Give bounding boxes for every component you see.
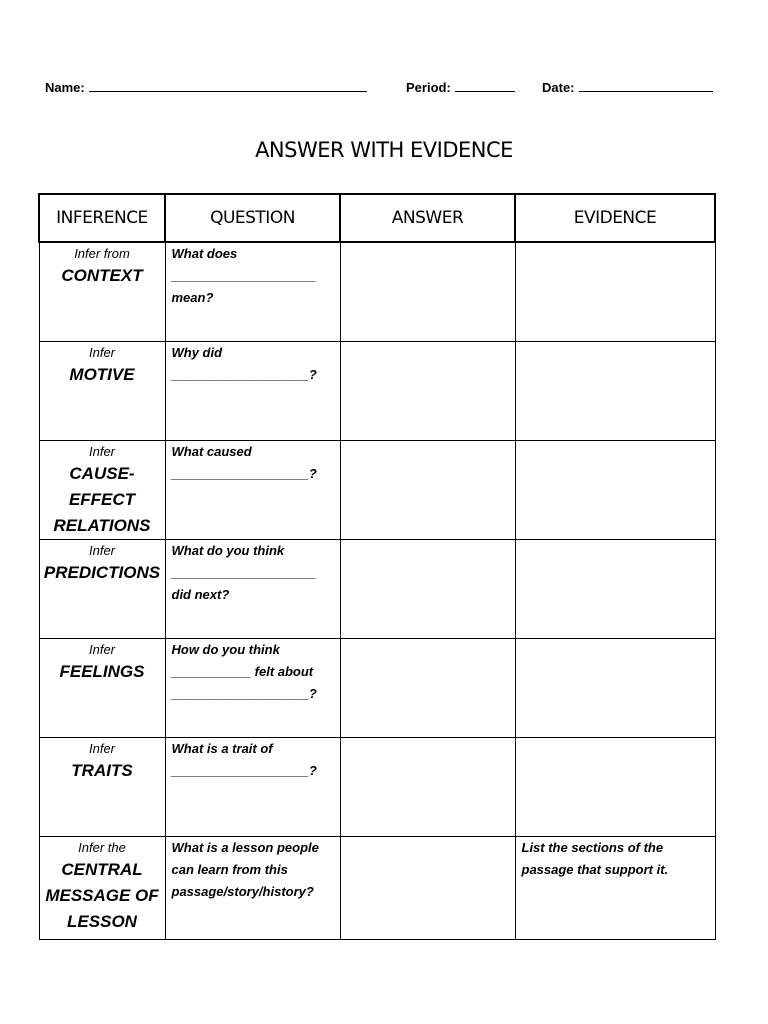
date-label: Date: <box>542 80 575 95</box>
period-field[interactable] <box>406 78 515 95</box>
question-cell <box>165 242 340 341</box>
table-body <box>39 242 715 939</box>
question-line: can learn from this <box>171 861 288 877</box>
inference-cell <box>39 440 165 539</box>
question-line: ___________ felt about <box>171 663 314 679</box>
question-cell <box>165 440 340 539</box>
question-line: ___________________? <box>171 366 317 382</box>
evidence-instruction: List the sections of the <box>521 839 664 855</box>
answer-cell[interactable] <box>340 341 515 440</box>
inference-subtitle: Infer <box>88 740 115 756</box>
question-line: What caused <box>171 443 252 459</box>
question-line: ___________________? <box>171 685 317 701</box>
column-header-answer: ANSWER <box>340 194 515 242</box>
answer-cell[interactable] <box>340 539 515 638</box>
question-line: What is a lesson people <box>171 839 319 855</box>
name-field[interactable] <box>45 78 367 95</box>
date-blank[interactable] <box>579 78 713 92</box>
name-blank[interactable] <box>89 78 367 92</box>
page-title: ANSWER WITH EVIDENCE <box>255 138 513 162</box>
inference-cell <box>39 341 165 440</box>
inference-title: TRAITS <box>71 760 133 780</box>
table-row <box>39 440 715 539</box>
question-line: What does <box>171 246 238 261</box>
evidence-cell[interactable] <box>515 638 715 737</box>
inference-title: RELATIONS <box>53 515 151 535</box>
name-label: Name: <box>45 80 85 95</box>
inference-title: CAUSE- <box>69 463 135 483</box>
question-line: passage/story/history? <box>171 883 314 899</box>
column-header-inference: INFERENCE <box>39 194 165 242</box>
question-cell <box>165 638 340 737</box>
inference-title: MOTIVE <box>69 364 135 384</box>
inference-title: PREDICTIONS <box>43 562 161 582</box>
evidence-cell[interactable] <box>515 737 715 836</box>
answer-cell[interactable] <box>340 638 515 737</box>
inference-cell <box>39 242 165 341</box>
period-blank[interactable] <box>455 78 515 92</box>
question-line: ___________________? <box>171 465 317 481</box>
evidence-cell[interactable] <box>515 539 715 638</box>
question-line: ___________________? <box>171 762 317 778</box>
inference-title: MESSAGE OF <box>45 885 159 905</box>
table-row <box>39 737 715 836</box>
inference-title: EFFECT <box>68 489 136 509</box>
table-row <box>39 638 715 737</box>
inference-subtitle: Infer <box>88 443 115 459</box>
question-cell <box>165 539 340 638</box>
inference-title: CENTRAL <box>61 859 143 879</box>
question-line: What is a trait of <box>171 740 273 756</box>
answer-cell[interactable] <box>340 440 515 539</box>
evidence-cell[interactable] <box>515 242 715 341</box>
inference-title: LESSON <box>67 911 137 931</box>
inference-subtitle: Infer <box>88 641 115 657</box>
evidence-table <box>38 193 716 940</box>
question-line: ____________________ <box>171 268 317 283</box>
column-header-question: QUESTION <box>165 194 340 242</box>
table-header-row <box>39 194 715 242</box>
question-cell <box>165 737 340 836</box>
question-cell <box>165 836 340 939</box>
inference-subtitle: Infer the <box>78 839 126 855</box>
evidence-instruction: passage that support it. <box>521 861 669 877</box>
inference-cell <box>39 539 165 638</box>
inference-cell <box>39 737 165 836</box>
evidence-cell[interactable] <box>515 836 715 939</box>
table-row <box>39 836 715 939</box>
question-line: What do you think <box>171 542 285 558</box>
inference-title: CONTEXT <box>61 266 143 285</box>
inference-cell <box>39 638 165 737</box>
answer-cell[interactable] <box>340 737 515 836</box>
inference-subtitle: Infer <box>88 344 115 360</box>
question-line: Why did <box>171 344 223 360</box>
question-line: did next? <box>171 586 230 602</box>
question-line: mean? <box>171 290 214 305</box>
column-header-evidence: EVIDENCE <box>515 194 715 242</box>
answer-cell[interactable] <box>340 242 515 341</box>
table-row <box>39 539 715 638</box>
evidence-cell[interactable] <box>515 440 715 539</box>
table-row <box>39 341 715 440</box>
inference-subtitle: Infer from <box>74 246 130 261</box>
period-label: Period: <box>406 80 451 95</box>
inference-title: FEELINGS <box>59 661 145 681</box>
date-field[interactable] <box>542 78 713 95</box>
answer-cell[interactable] <box>340 836 515 939</box>
question-line: How do you think <box>171 641 280 657</box>
evidence-cell[interactable] <box>515 341 715 440</box>
inference-subtitle: Infer <box>88 542 115 558</box>
header-fields <box>0 78 768 96</box>
inference-cell <box>39 836 165 939</box>
table-row <box>39 242 715 341</box>
question-line: ____________________ <box>171 564 317 580</box>
question-cell <box>165 341 340 440</box>
